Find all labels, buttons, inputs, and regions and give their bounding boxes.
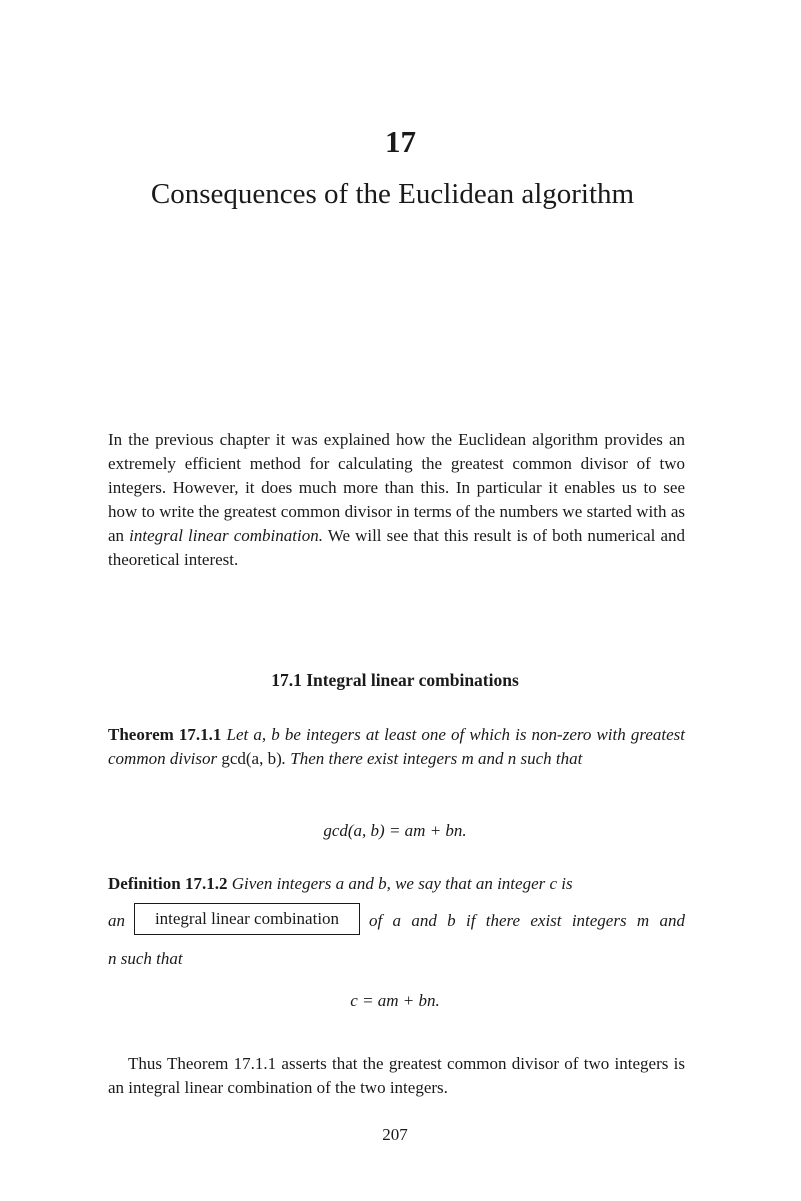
theorem-gcd-expression: gcd(a, b) [221, 749, 282, 768]
definition-text-1: Given integers a and b, we say that an integer c is [227, 874, 573, 893]
definition-text-3: n such that [108, 949, 183, 968]
intro-paragraph [108, 428, 685, 572]
chapter-title: Consequences of the Euclidean algorithm [150, 178, 635, 210]
definition-label: Definition 17.1.2 [108, 874, 228, 893]
intro-italic-term: integral linear combination. [129, 526, 323, 545]
theorem-text-1: Let a, b be integers at least one of which is non-zero with greatest common divisor [108, 725, 685, 768]
definition-text-2: of a and b if there exist integers m and [369, 911, 685, 930]
definition-prefix: an [108, 911, 125, 930]
theorem-statement [108, 723, 685, 771]
section-heading: 17.1 Integral linear combinations [271, 670, 519, 690]
definition-statement [108, 872, 685, 896]
theorem-equation: gcd(a, b) = am + bn. [323, 821, 467, 840]
chapter-number: 17 [385, 124, 416, 159]
conclusion-text: Thus Theorem 17.1.1 asserts that the greatest common divisor of two integers is an integral linear combination of the two integers. [108, 1054, 685, 1097]
boxed-term: integral linear combination [134, 903, 360, 935]
definition-equation: c = am + bn. [350, 991, 440, 1010]
intro-text-start: In the previous chapter it was explained how the Euclidean algorithm provides an extremely efficient method for calculating the greatest common divisor of two integers. However, it does much more than this. In particular it enables us to see how to write the greatest common divisor in terms of the numbers we started with as an [108, 430, 685, 545]
conclusion-paragraph [108, 1052, 685, 1100]
intro-text-end: We will see that this result is of both numerical and theoretical interest. [108, 526, 686, 569]
theorem-text-2: . Then there exist integers m and n such that [281, 749, 583, 768]
definition-line-2 [108, 906, 685, 936]
page-number: 207 [382, 1125, 408, 1144]
theorem-label: Theorem 17.1.1 [108, 725, 222, 744]
